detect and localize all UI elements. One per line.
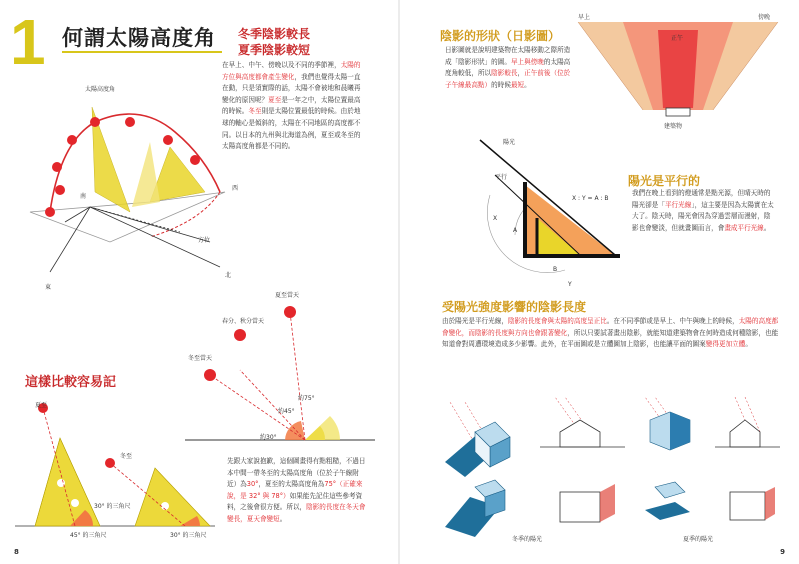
body-text: 是一年之中，太陽位置最高的時候。	[222, 95, 361, 116]
tri45-label: 45° 的三角尺	[70, 532, 107, 539]
shadow-shape-body	[445, 45, 575, 91]
ray-summer	[290, 312, 305, 440]
body-text: 先跟大家說抱歉，這個圖畫得有點粗糙，不過日本中間一帶冬至的太陽高度角（位於子午線附近）為	[227, 457, 366, 489]
sun-icon	[55, 185, 65, 195]
sun-icon	[45, 207, 55, 217]
body-text: 。	[763, 223, 771, 232]
sun-icon	[90, 117, 100, 127]
body-text: ，我們也覺得太陽一直在動，只是須實際的話，太陽不會被地和晨曦再變化的原因呢？	[222, 72, 361, 104]
sun-path-diagram	[10, 72, 240, 302]
summer-sun-label: 夏季的陽光	[683, 536, 714, 543]
sun-icon	[234, 329, 246, 341]
heading-line-2: 夏季陰影較短	[238, 43, 311, 57]
summer-day-label: 夏至當天	[275, 292, 300, 299]
sun-icon	[52, 162, 62, 172]
shadow-fan-diagram	[578, 10, 778, 135]
body-text: 在早上、中午、傍晚以及不同的季節裡，	[222, 61, 341, 69]
x-label: X	[493, 215, 498, 222]
body-text: 。在不同季節或是早上、中午與晚上的時候，	[606, 317, 739, 325]
tri30b-label: 30° 的三角尺	[170, 532, 207, 539]
house-shadow-diagrams	[440, 392, 780, 542]
highlight-text: 太陽的高度都會變化，而陰影的長度與方向也會跟著變化	[442, 317, 779, 337]
body-text: 如果能先記住這些參考資料，之後會很方便。所以，	[227, 491, 363, 512]
highlight-text: 正午前後（位於子午線最高點）	[445, 69, 571, 89]
parallel-body	[632, 188, 777, 234]
shadow-length-heading: 受陽光強度影響的陰影長度	[442, 300, 587, 314]
body-text: 由於陽光是平行光線，	[442, 317, 508, 325]
sun-icon	[125, 117, 135, 127]
ground-plane	[30, 192, 225, 242]
highlight-text: 太陽的方位與高度都會產生變化	[222, 61, 361, 81]
body-text: 則是太陽位置最低的時候。由於地球的軸心是傾斜的，太陽在不同地區的高度都不同。以日本的九州與北海道為例，夏至或冬至的太陽高度角都是不同的。	[222, 107, 361, 151]
angle-fill	[285, 421, 305, 440]
body-text: 日影圖就是說明建築物在太陽移動之際所造成「陰影形狀」的圖。	[445, 46, 571, 66]
building-block	[666, 108, 690, 116]
sun-icon	[105, 458, 115, 468]
highlight-text: 畫成平行光線	[724, 223, 764, 232]
shadow-length-body	[442, 316, 782, 351]
body-text: 我們在晚上看到的燈通常是點光源，但晴天時的陽光卻是「	[632, 189, 771, 209]
sun-icon	[204, 369, 216, 381]
body-text: 。	[279, 514, 287, 523]
body-text: 。	[524, 80, 531, 89]
evening-label: 傍晚	[758, 14, 771, 21]
page-number: 9	[780, 548, 785, 556]
sunlight-label: 陽光	[503, 139, 516, 146]
building-label: 建築物	[664, 123, 683, 130]
plan-shadow	[765, 487, 775, 520]
south-label: 南	[80, 193, 87, 200]
body-text: 的時候	[491, 80, 511, 89]
body-text: ，所以只要試著畫出陰影，就能知道建築物會在何時造成何種陰影，也能知道會對周遭環境造成多少影響。此外，在平面圖或是立體圖加上陰影，也能讓平面的圖案	[442, 328, 779, 349]
axis-west	[90, 207, 210, 242]
highlight-text: 75°（正確來說，是 32° 與 78°）	[227, 480, 363, 500]
house-box	[655, 482, 685, 498]
triangle-ruler-diagram	[15, 398, 215, 548]
sun-icon	[67, 135, 77, 145]
house-side	[670, 412, 690, 450]
highlight-text: 最短	[510, 80, 525, 89]
heading-line-1: 冬季陰影較長	[238, 27, 311, 41]
angle-75-label: 約75°	[298, 395, 315, 402]
left-page	[0, 0, 399, 564]
shadow-shape	[645, 502, 690, 520]
b-label: B	[553, 266, 558, 273]
sun-angle-label: 太陽高度角	[85, 86, 116, 93]
parallel-heading: 陽光是平行的	[628, 174, 701, 188]
easy-remember-heading: 這樣比較容易記	[25, 375, 117, 390]
sun-icon	[163, 135, 173, 145]
highlight-text: 陰影較長	[491, 69, 518, 78]
house-plan	[560, 492, 600, 522]
triangle-30	[135, 468, 210, 526]
house-outline	[560, 420, 600, 447]
house-plan	[730, 492, 765, 520]
plan-shadow	[600, 484, 615, 522]
highlight-text: 30°	[246, 480, 259, 489]
winter-day-label: 冬至當天	[188, 355, 213, 362]
ratio-label: X : Y = A : B	[572, 195, 609, 202]
body-text: 的太陽高度角較低，所以	[445, 57, 571, 78]
section2-body	[227, 456, 367, 526]
shadow-shape-heading: 陰影的形狀（日影圖）	[440, 29, 561, 43]
angle-fill	[305, 416, 340, 440]
parallel-light-diagram	[475, 140, 625, 280]
body-text: 。	[745, 340, 752, 349]
sun-icon	[284, 306, 296, 318]
north-label: 北	[225, 272, 232, 279]
page-number: 8	[14, 548, 19, 556]
body-text: ，	[517, 69, 525, 78]
section1-body	[222, 60, 362, 153]
house-outline	[730, 420, 760, 447]
triangle-45	[35, 438, 100, 526]
chapter-number: 1	[10, 6, 46, 78]
axis-south	[65, 207, 90, 222]
axis-east	[50, 207, 90, 272]
tri30-label: 30° 的三角尺	[94, 503, 131, 510]
noon-label: 正午	[671, 35, 684, 42]
section-heading-winter-summer	[238, 26, 310, 58]
west-label: 西	[232, 185, 239, 192]
equinox-label: 春分、秋分當天	[222, 318, 265, 325]
highlight-text: 夏至	[268, 95, 282, 104]
highlight-text: 變得更加立體	[705, 340, 746, 349]
angle-30-label: 約30°	[260, 434, 277, 441]
y-label: Y	[568, 281, 572, 288]
sun-icon	[190, 155, 200, 165]
highlight-text: 平行光線	[664, 200, 692, 209]
a-label: A	[513, 227, 518, 234]
winter-sun-label: 冬季的陽光	[512, 536, 543, 543]
morning-label: 早上	[578, 14, 591, 21]
title-underline	[62, 51, 222, 53]
highlight-text: 陰影的長度會與太陽的高度呈正比	[507, 317, 607, 325]
highlight-text: 冬至	[248, 107, 262, 116]
direction-label: 方位	[198, 237, 211, 244]
body-text: 」，這主要是因為太陽實在太大了。陰天時，陽光會因為穿過雲層而漫射，陰影也會變淡，但就畫圖而言，會	[632, 200, 774, 232]
east-label: 東	[45, 284, 52, 291]
winter-label: 冬至	[120, 453, 133, 460]
right-page	[400, 0, 799, 564]
sun-angle-triangle	[132, 142, 160, 207]
highlight-text: 早上與傍晚	[510, 57, 544, 66]
angle-45-label: 約45°	[278, 408, 295, 415]
parallel-label: 平行	[495, 174, 508, 181]
chapter-title: 何謂太陽高度角	[62, 26, 216, 50]
body-text: ，夏至的太陽高度角為	[258, 480, 325, 489]
highlight-text: 陰影的長度在冬天會變長，夏天會變短	[227, 503, 366, 523]
summer-label: 夏至	[35, 402, 48, 409]
triangle-hole	[71, 499, 79, 507]
